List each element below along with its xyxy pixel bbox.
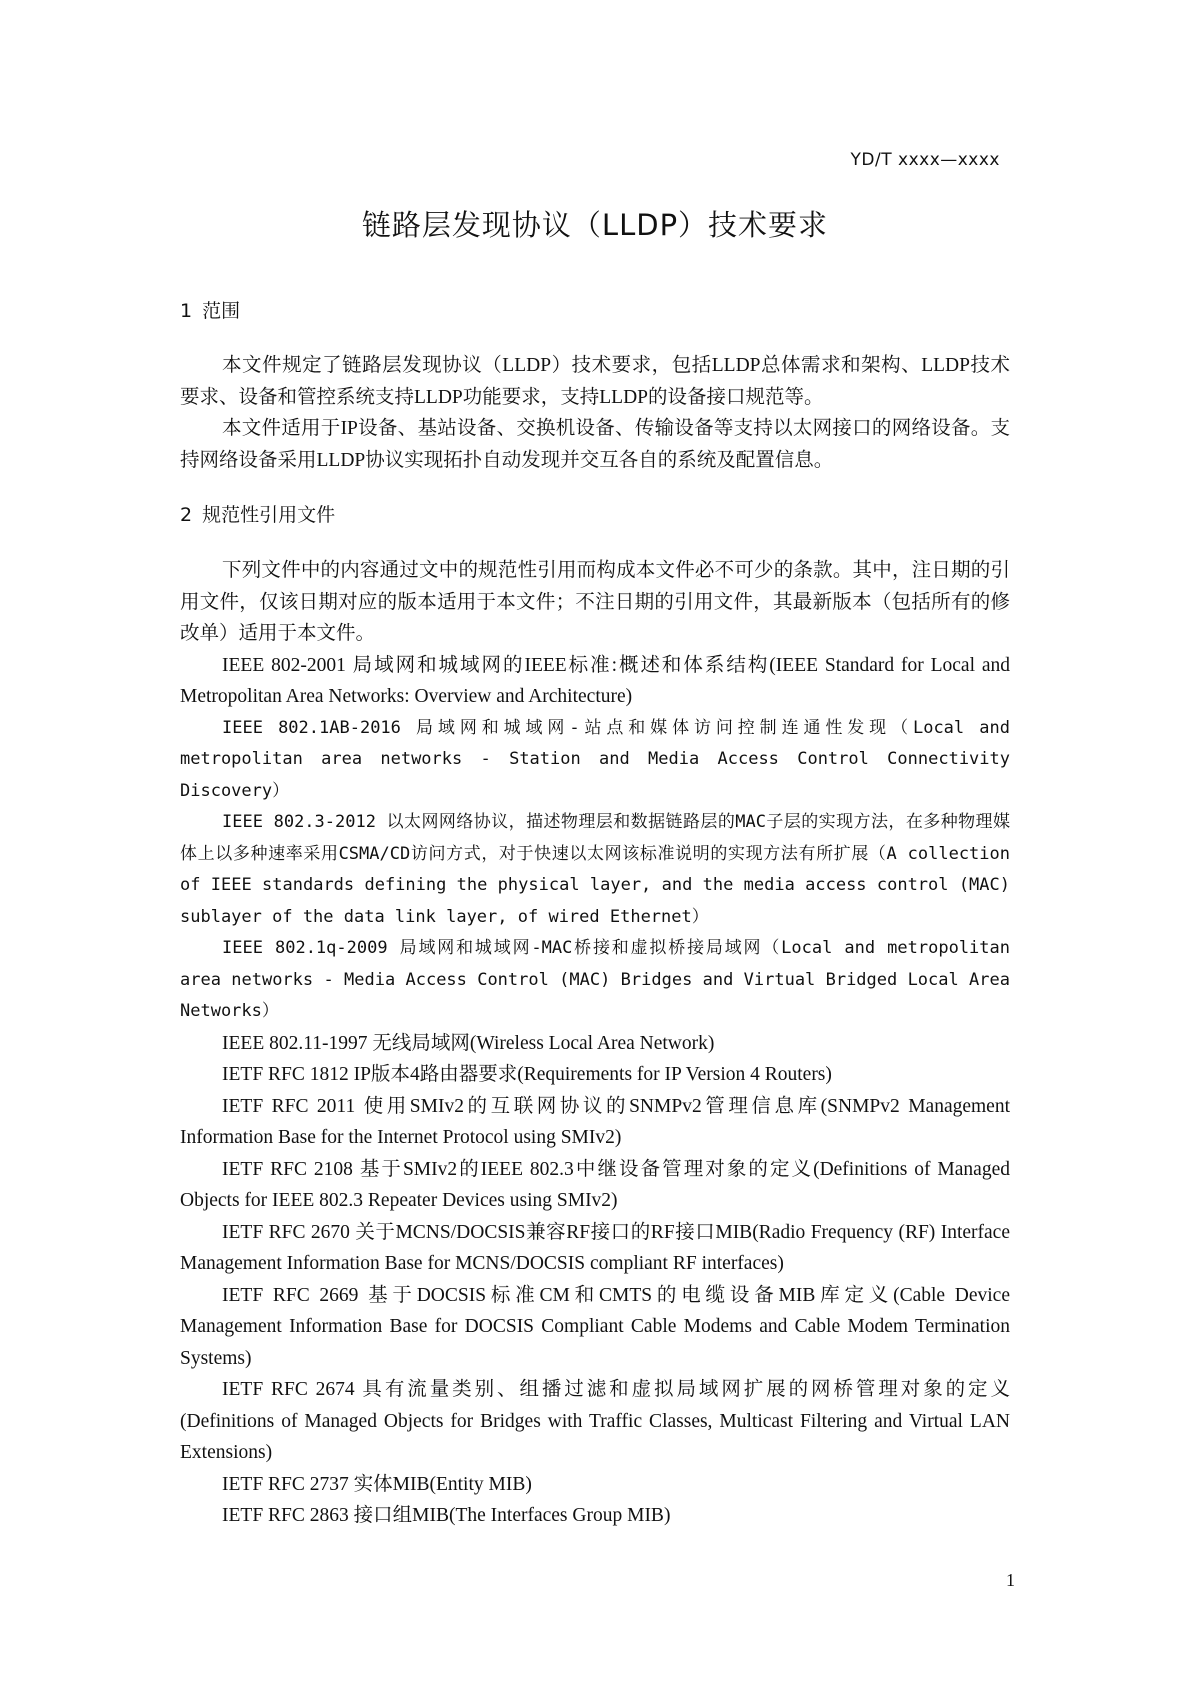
section-title: 规范性引用文件 [202,504,336,526]
reference-item: IETF RFC 2108 基于SMIv2的IEEE 802.3中继设备管理对象的定义(Definitions of Managed Objects for IEEE 802.3 Repeater Devices using SMIv2) [180,1158,1010,1211]
standard-code: YD/T xxxx—xxxx [850,150,1000,170]
scope-paragraph: 本文件适用于IP设备、基站设备、交换机设备、传输设备等支持以太网接口的网络设备。支持网络设备采用LLDP协议实现拓扑自动发现并交互各自的系统及配置信息。 [180,418,1010,471]
section-heading-scope [180,296,240,323]
section-title: 范围 [202,300,241,322]
reference-item: IETF RFC 2863 接口组MIB(The Interfaces Group MIB) [222,1505,671,1526]
reference-item: IEEE 802-2001 局域网和城域网的IEEE标准:概述和体系结构(IEEE Standard for Local and Metropolitan Area Networks: Overview and Architecture) [180,654,1010,707]
section-number: 1 [180,300,193,322]
reference-item: IEEE 802.1q-2009 局域网和城域网-MAC桥接和虚拟桥接局域网（Local and metropolitan area networks - Media Access Control (MAC) Bridges and Virtual Bridged Local Area Networks） [180,938,1010,1021]
scope-body [180,350,1010,476]
reference-item: IETF RFC 1812 IP版本4路由器要求(Requirements for IP Version 4 Routers) [222,1064,832,1085]
reference-item: IETF RFC 2674 具有流量类别、组播过滤和虚拟局域网扩展的网桥管理对象的定义(Definitions of Managed Objects for Bridges with Traffic Classes, Multicast Filtering and Virtual LAN Extensions) [180,1379,1010,1463]
document-title: 链路层发现协议（LLDP）技术要求 [361,208,829,242]
reference-item: IETF RFC 2669 基于DOCSIS标准CM和CMTS的电缆设备MIB库定义(Cable Device Management Information Base for DOCSIS Compliant Cable Modems and Cable Modem Termination Systems) [180,1284,1010,1369]
section-number: 2 [180,504,193,526]
section-heading-normative-references [180,500,335,527]
reference-item: IEEE 802.11-1997 无线局域网(Wireless Local Area Network) [222,1032,715,1054]
reference-item: IETF RFC 2737 实体MIB(Entity MIB) [222,1473,532,1495]
reference-item: IETF RFC 2011 使用SMIv2的互联网协议的SNMPv2管理信息库(SNMPv2 Management Information Base for the Internet Protocol using SMIv2) [180,1095,1010,1148]
scope-paragraph: 本文件规定了链路层发现协议（LLDP）技术要求，包括LLDP总体需求和架构、LLDP技术要求、设备和管控系统支持LLDP功能要求，支持LLDP的设备接口规范等。 [180,355,1010,408]
reference-item: IETF RFC 2670 关于MCNS/DOCSIS兼容RF接口的RF接口MIB(Radio Frequency (RF) Interface Management Information Base for MCNS/DOCSIS compliant RF interfaces) [180,1221,1010,1274]
references-body [180,555,1010,1532]
page-number: 1 [1006,1570,1015,1590]
references-intro: 下列文件中的内容通过文中的规范性引用而构成本文件必不可少的条款。其中，注日期的引用文件，仅该日期对应的版本适用于本文件；不注日期的引用文件，其最新版本（包括所有的修改单）适用于本文件。 [180,560,1010,644]
reference-item: IEEE 802.1AB-2016 局域网和城域网-站点和媒体访问控制连通性发现（Local and metropolitan area networks - Station and Media Access Control Connectivity Discovery） [180,717,1010,801]
reference-item: IEEE 802.3-2012 以太网网络协议，描述物理层和数据链路层的MAC子层的实现方法，在多种物理媒体上以多种速率采用CSMA/CD访问方式，对于快速以太网该标准说明的实现方法有所扩展（A collection of IEEE standards defining the physical layer, and the media access control (MAC) sublayer of the data link layer, of wired Ethernet） [180,812,1010,927]
